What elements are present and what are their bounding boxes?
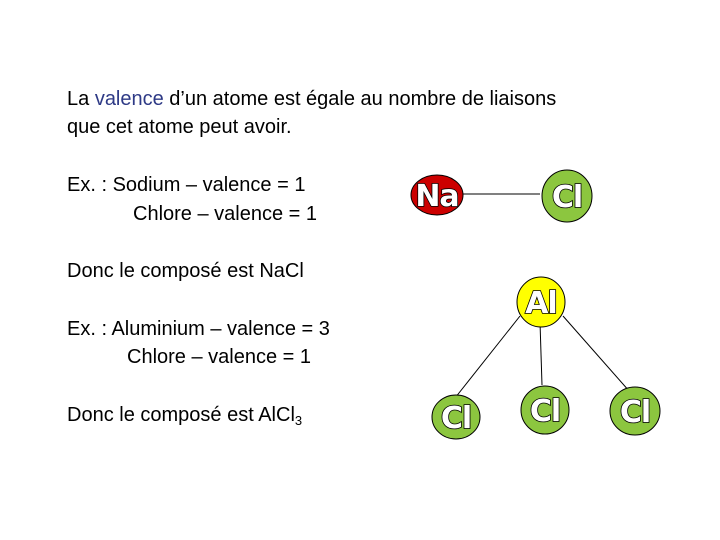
- sodium-label: Na: [415, 179, 459, 214]
- bond-al-cl-right: [563, 316, 630, 392]
- chlorine-label-mid: Cl: [529, 394, 561, 429]
- example1-chlorine: Chlore – valence = 1: [133, 203, 318, 225]
- example1-conclusion: Donc le composé est NaCl: [67, 260, 304, 282]
- valence-keyword: valence: [94, 88, 164, 110]
- aluminium-atom: [517, 277, 565, 327]
- intro-prefix: La: [67, 88, 95, 110]
- aluminium-label: Al: [525, 286, 557, 321]
- example2-aluminium: Ex. : Aluminium – valence = 3: [67, 318, 330, 340]
- intro-line-2: que cet atome peut avoir.: [67, 116, 292, 138]
- example2-chlorine: Chlore – valence = 1: [127, 346, 312, 368]
- chlorine-label-left: Cl: [440, 401, 472, 436]
- sodium-atom: [411, 175, 463, 215]
- bond-al-cl-mid: [540, 322, 542, 385]
- chlorine-atom-mid: [521, 386, 569, 434]
- example2-conclusion-text: Donc le composé est AlCl: [67, 404, 295, 426]
- example2-conclusion-subscript: 3: [294, 413, 303, 428]
- example1-sodium: Ex. : Sodium – valence = 1: [67, 174, 306, 196]
- chlorine-atom-top: [542, 170, 592, 222]
- intro-suffix: d’un atome est égale au nombre de liaisons: [163, 88, 557, 110]
- chlorine-atom-left: [432, 395, 480, 439]
- bond-al-cl-left: [455, 316, 520, 398]
- chlorine-label-right: Cl: [619, 395, 651, 430]
- chlorine-atom-right: [610, 387, 660, 435]
- chlorine-label-top: Cl: [551, 180, 583, 215]
